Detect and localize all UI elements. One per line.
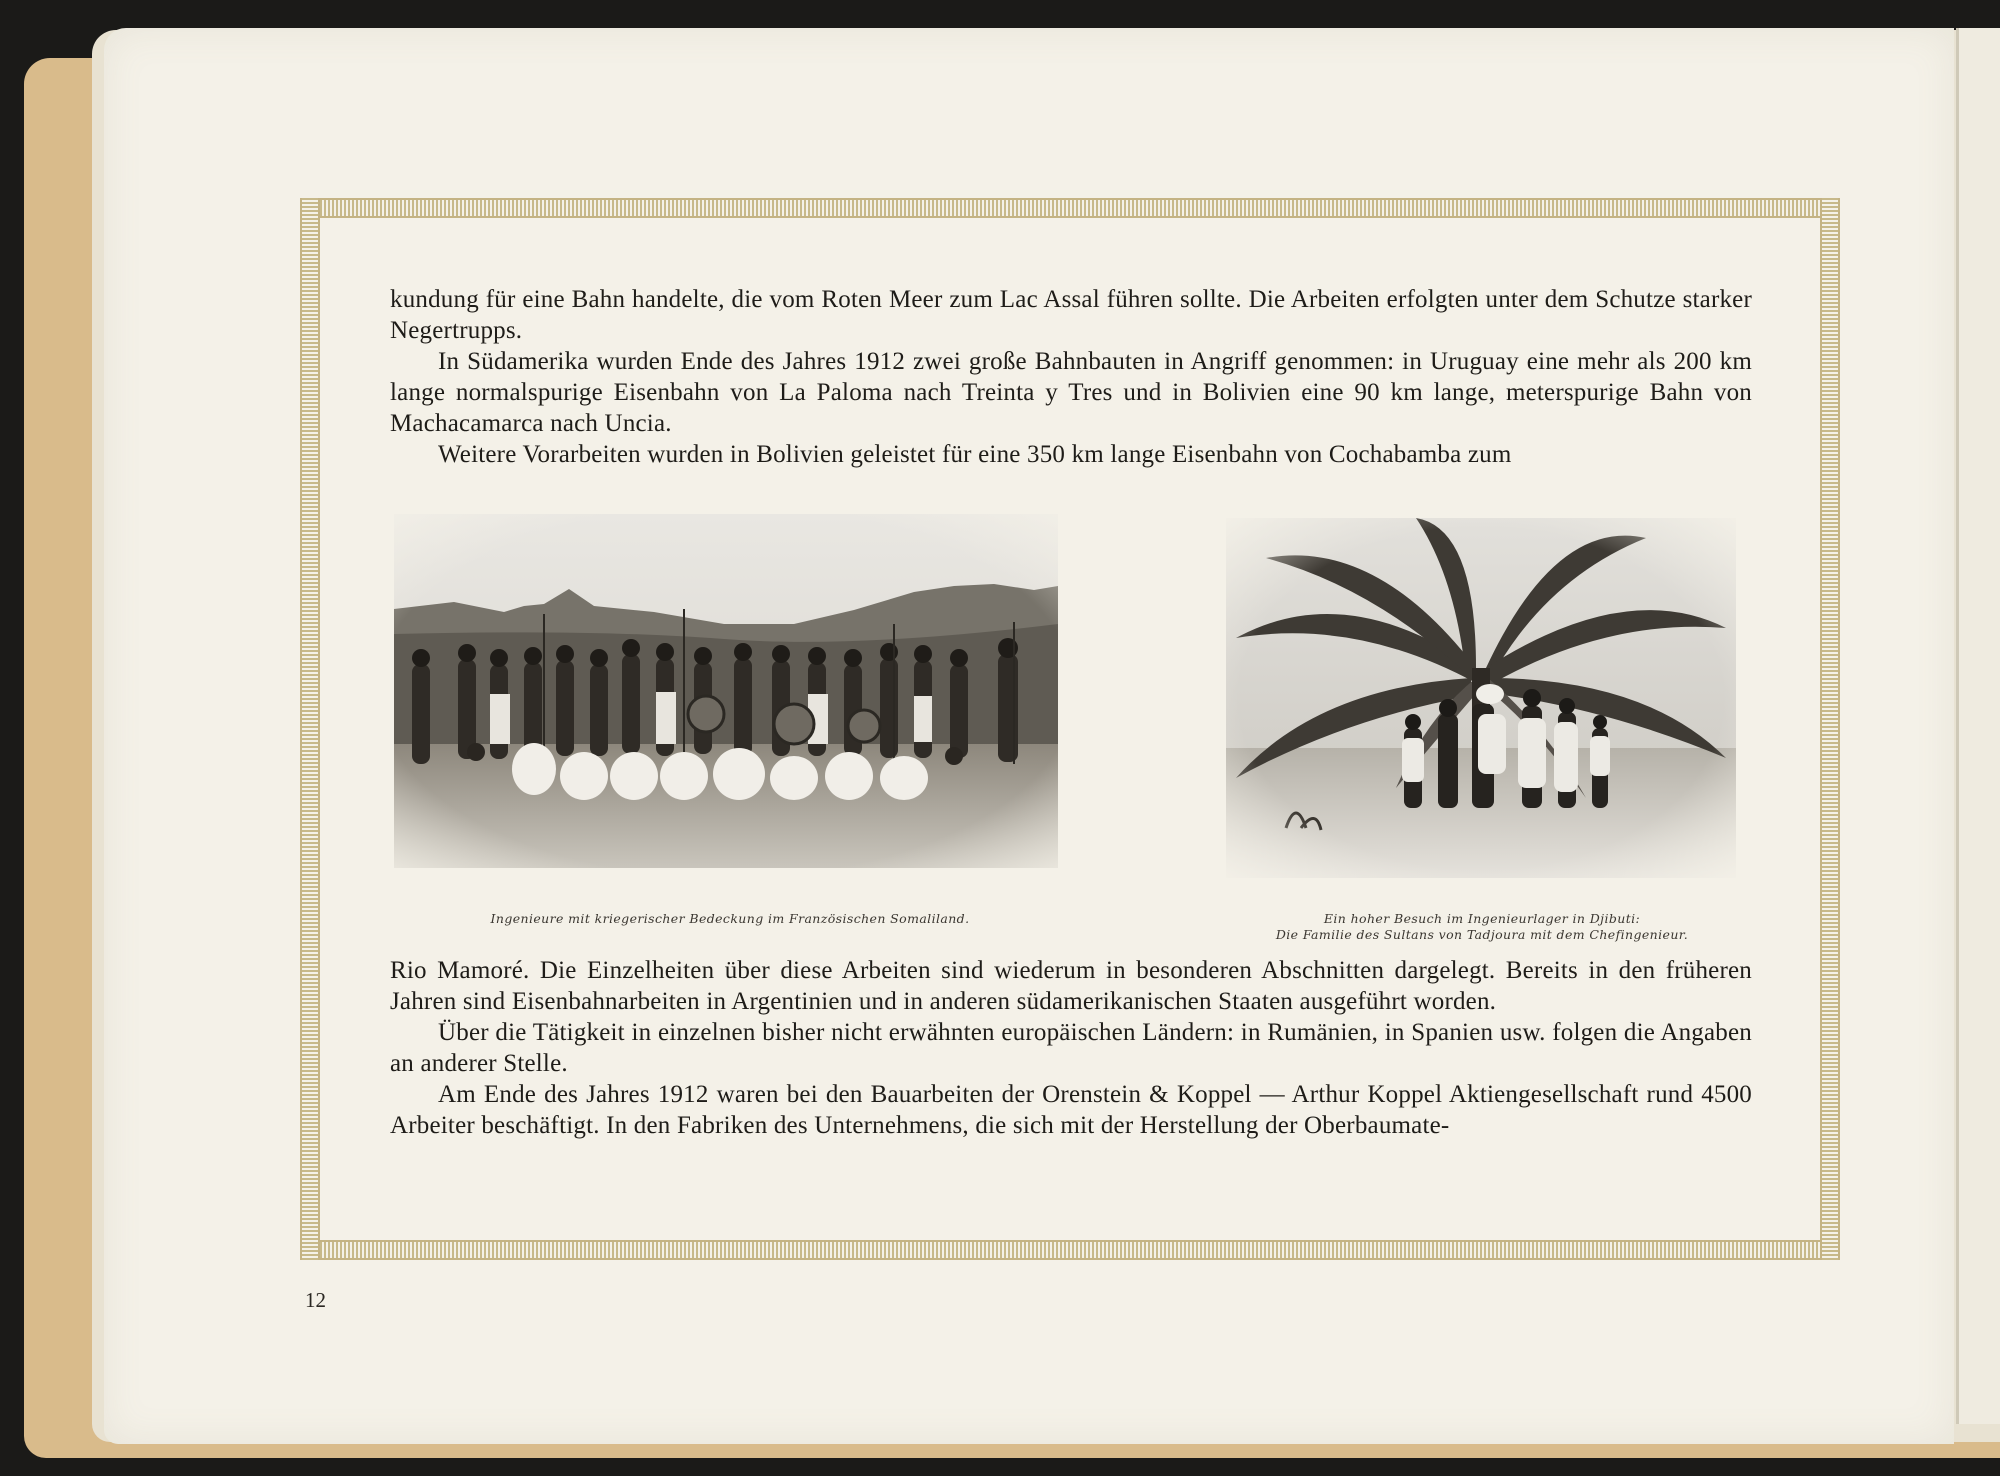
frame-right-band (1820, 198, 1840, 1260)
photo-caption (1222, 911, 1742, 943)
paragraph: Weitere Vorarbeiten wurden in Bolivien geleistet für eine 350 km lange Eisenbahn von Cochabamba zum (438, 441, 1512, 468)
photo-engineers-escort (394, 514, 1058, 868)
paragraph: Über die Tätigkeit in einzelnen bisher nicht erwähnten europäischen Ländern: in Rumänien, in Spanien usw. folgen die Angaben an anderer Stelle. (390, 1019, 1752, 1077)
paragraph: Am Ende des Jahres 1912 waren bei den Bauarbeiten der Orenstein & Koppel — Arthur Koppel Aktiengesellschaft rund 4500 Arbeiter beschäftigt. In den Fabriken des Unternehmens, die sich mit der Herstellung der Oberbaumate- (390, 1081, 1752, 1139)
text-block-bottom (390, 955, 1752, 1141)
facing-page-edge (1956, 28, 2000, 1424)
frame-bottom-band (300, 1240, 1840, 1260)
text-block-top (390, 284, 1752, 470)
page-number: 12 (305, 1288, 326, 1312)
frame-left-band (300, 198, 320, 1260)
paragraph: kundung für eine Bahn handelte, die vom Roten Meer zum Lac Assal führen sollte. Die Arbeiten erfolgten unter dem Schutze starker Negertrupps. (390, 286, 1752, 344)
caption-line: Die Familie des Sultans von Tadjoura mit dem Chefingenieur. (1275, 927, 1689, 942)
caption-line: Ein hoher Besuch im Ingenieurlager in Djibuti: (1323, 911, 1641, 926)
paragraph: Rio Mamoré. Die Einzelheiten über diese Arbeiten sind wiederum in besonderen Abschnitten dargelegt. Bereits in den früheren Jahren sind Eisenbahnarbeiten in Argentinien und in anderen südamerikanischen Staaten ausgeführt worden. (390, 957, 1752, 1015)
photo-sultan-visit (1226, 518, 1736, 878)
frame-top-band (300, 198, 1840, 218)
paragraph: In Südamerika wurden Ende des Jahres 1912 zwei große Bahnbauten in Angriff genommen: in Uruguay eine mehr als 200 km lange normalspurige Eisenbahn von La Paloma nach Treinta y Tres und in Bolivien eine 90 km lange, meterspurige Bahn von Machacamarca nach Uncia. (390, 348, 1752, 437)
photo-caption: Ingenieure mit kriegerischer Bedeckung im Französischen Somaliland. (490, 911, 970, 926)
